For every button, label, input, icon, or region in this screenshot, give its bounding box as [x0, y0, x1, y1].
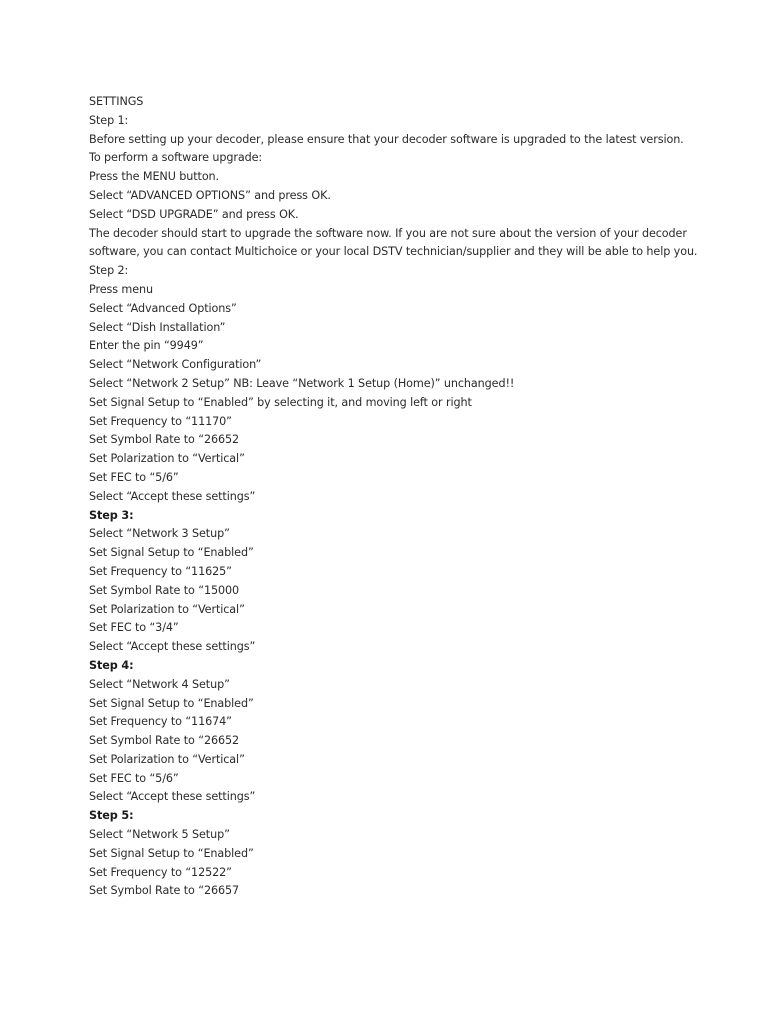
body-text-line: Select “Network 4 Setup”	[89, 677, 230, 691]
step-heading: Step 3:	[89, 508, 134, 522]
body-text-line: Set Frequency to “12522”	[89, 865, 232, 879]
body-text-line: Set Frequency to “11170”	[89, 414, 232, 428]
body-text-line: Select “Network 2 Setup” NB: Leave “Network 1 Setup (Home)” unchanged!!	[89, 376, 515, 390]
body-text-line: Set Symbol Rate to “26652	[89, 433, 240, 447]
body-text-line: Press the MENU button.	[89, 170, 220, 184]
body-text-line: Select “ADVANCED OPTIONS” and press OK.	[89, 188, 331, 202]
body-text-line: Set Signal Setup to “Enabled”	[89, 696, 254, 710]
document-title: SETTINGS	[89, 95, 144, 108]
body-text-line: Set Symbol Rate to “15000	[89, 583, 240, 597]
body-text-line: Set Polarization to “Vertical”	[89, 602, 245, 616]
body-text-line: Select “Advanced Options”	[89, 301, 237, 315]
body-text-line: Set Signal Setup to “Enabled” by selecting it, and moving left or right	[89, 395, 472, 409]
body-text-line: software, you can contact Multichoice or your local DSTV technician/supplier and they will be able to help you.	[89, 245, 698, 259]
body-text-line: Set Frequency to “11625”	[89, 564, 232, 578]
body-text-line: Select “Network 5 Setup”	[89, 828, 230, 842]
step-heading: Step 5:	[89, 809, 134, 823]
body-text-line: Press menu	[89, 282, 153, 296]
body-text-line: Select “Accept these settings”	[89, 790, 256, 804]
body-text-line: Set Signal Setup to “Enabled”	[89, 846, 254, 860]
body-text-line: Select “Network 3 Setup”	[89, 527, 230, 541]
body-text-line: Select “Accept these settings”	[89, 489, 256, 503]
body-text-line: Set Frequency to “11674”	[89, 715, 232, 729]
step-heading: Step 2:	[89, 264, 129, 278]
body-text-line: Before setting up your decoder, please ensure that your decoder software is upgraded to the latest version.	[89, 132, 684, 146]
body-text-line: To perform a software upgrade:	[89, 151, 263, 165]
body-text-line: Select “Network Configuration”	[89, 358, 262, 372]
body-text-line: Set Symbol Rate to “26657	[89, 884, 240, 898]
body-text-line: Set Signal Setup to “Enabled”	[89, 546, 254, 560]
body-text-line: Set FEC to “5/6”	[89, 470, 179, 484]
body-text-line: Set Symbol Rate to “26652	[89, 734, 240, 748]
body-text-line: Set FEC to “3/4”	[89, 621, 179, 635]
body-text-line: Select “Dish Installation”	[89, 320, 226, 334]
body-text-line: Set Polarization to “Vertical”	[89, 752, 245, 766]
body-text-line: Enter the pin “9949”	[89, 339, 204, 353]
document-page	[89, 93, 729, 901]
body-text-line: Select “DSD UPGRADE” and press OK.	[89, 207, 299, 221]
body-text-line: Select “Accept these settings”	[89, 640, 256, 654]
body-text-line: Set Polarization to “Vertical”	[89, 452, 245, 466]
body-text-line: The decoder should start to upgrade the software now. If you are not sure about the version of your decoder	[89, 226, 687, 240]
step-heading: Step 4:	[89, 658, 134, 672]
body-text-line: Set FEC to “5/6”	[89, 771, 179, 785]
step-heading: Step 1:	[89, 113, 129, 127]
